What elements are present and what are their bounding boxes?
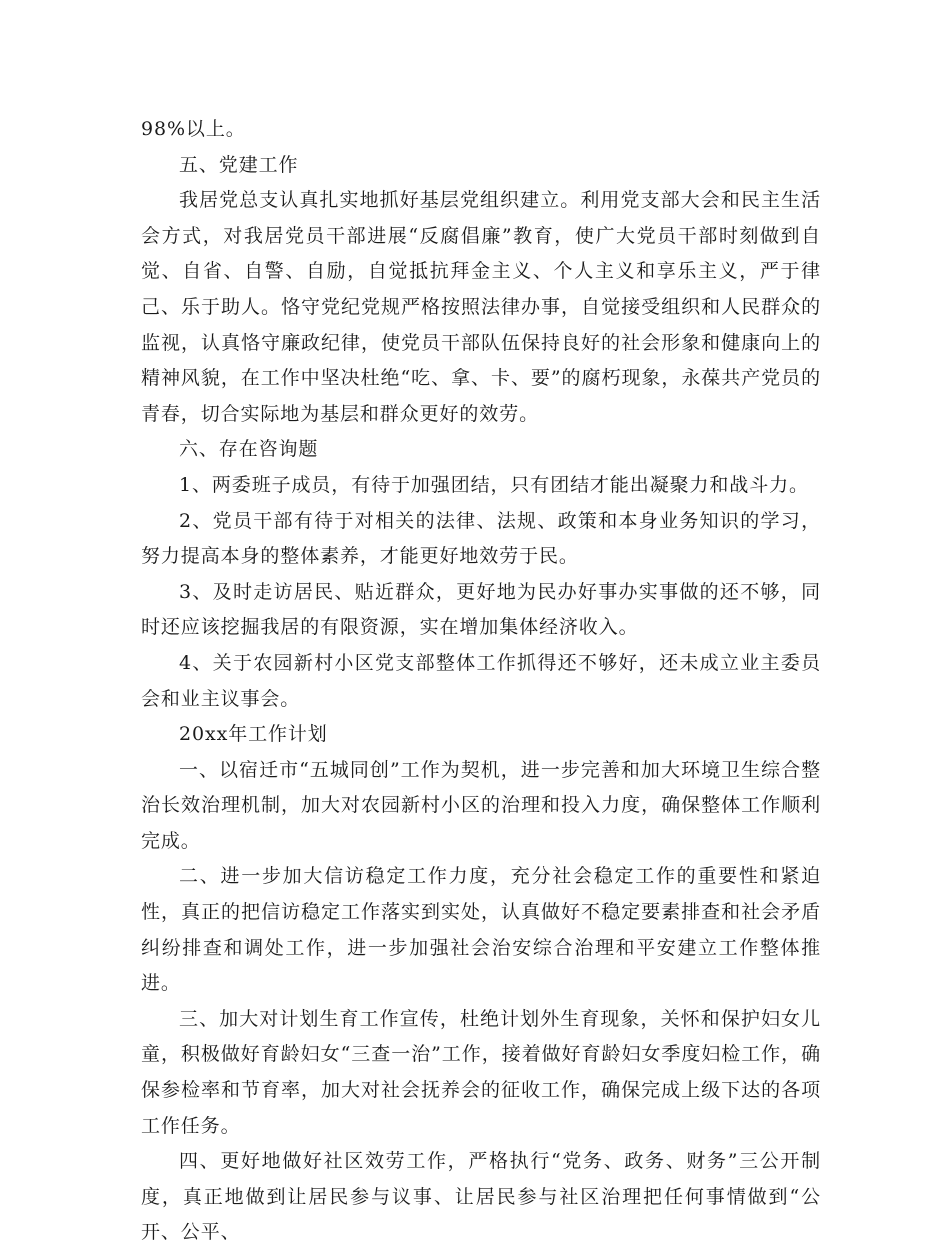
plan-item-4: 四、更好地做好社区效劳工作，严格执行“党务、政务、财务”三公开制度，真正地做到让居民参与议事、让居民参与社区治理把任何事情做到“公开、公平、 <box>141 1150 821 1244</box>
paragraph-continuation: 98%以上。 <box>141 118 246 140</box>
section-heading-work-plan: 20xx年工作计划 <box>179 723 328 746</box>
problem-item-3: 3、及时走访居民、贴近群众，更好地为民办好事办实事做的还不够，同时还应该挖掘我居的有限资源，实在增加集体经济收入。 <box>141 580 821 639</box>
paragraph-party-building: 我居党总支认真扎实地抓好基层党组织建立。利用党支部大会和民主生活会方式，对我居党员干部进展“反腐倡廉”教育，使广大党员干部时刻做到自觉、自省、自警、自励，自觉抵抗拜金主义、个人主义和享乐主义，严于律己、乐于助人。恪守党纪党规严格按照法律办事，自觉接受组织和人民群众的监视，认真恪守廉政纪律，使党员干部队伍保持良好的社会形象和健康向上的精神风貌，在工作中坚决杜绝“吃、拿、卡、要”的腐朽现象，永葆共产党员的青春，切合实际地为基层和群众更好的效劳。 <box>141 189 821 425</box>
plan-item-1: 一、以宿迁市“五城同创”工作为契机，进一步完善和加大环境卫生综合整治长效治理机制，加大对农园新村小区的治理和投入力度，确保整体工作顺利完成。 <box>141 758 821 852</box>
problem-item-1: 1、两委班子成员，有待于加强团结，只有团结才能出凝聚力和战斗力。 <box>179 473 809 496</box>
document-body <box>141 112 821 1251</box>
plan-item-3: 三、加大对计划生育工作宣传，杜绝计划外生育现象，关怀和保护妇女儿童，积极做好育龄妇女“三查一治”工作，接着做好育龄妇女季度妇检工作，确保参检率和节育率，加大对社会抚养会的征收工作，确保完成上级下达的各项工作任务。 <box>141 1007 821 1137</box>
section-heading-problems: 六、存在咨询题 <box>179 438 319 461</box>
section-heading-party-building: 五、党建工作 <box>179 153 299 176</box>
problem-item-4: 4、关于农园新村小区党支部整体工作抓得还不够好，还未成立业主委员会和业主议事会。 <box>141 651 821 710</box>
plan-item-2: 二、进一步加大信访稳定工作力度，充分社会稳定工作的重要性和紧迫性，真正的把信访稳定工作落实到实处，认真做好不稳定要素排查和社会矛盾纠纷排查和调处工作，进一步加强社会治安综合治理和平安建立工作整体推进。 <box>141 865 821 995</box>
problem-item-2: 2、党员干部有待于对相关的法律、法规、政策和本身业务知识的学习，努力提高本身的整体素养，才能更好地效劳于民。 <box>141 509 821 568</box>
